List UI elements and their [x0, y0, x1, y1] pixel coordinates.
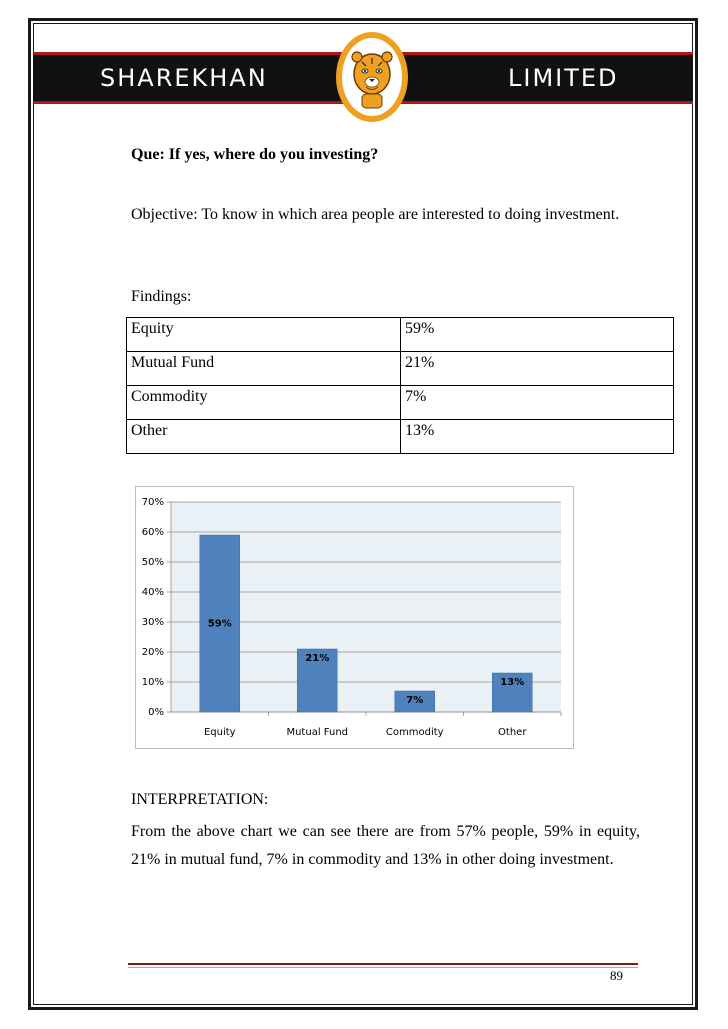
findings-table	[126, 317, 674, 454]
table-cell-percent: 59%	[401, 318, 674, 352]
objective-text: Objective: To know in which area people are interested to doing investment.	[131, 206, 620, 223]
footer-rule	[128, 963, 638, 965]
page-number: 89	[610, 968, 623, 983]
y-tick-label: 20%	[141, 647, 164, 658]
y-tick-label: 60%	[141, 527, 164, 538]
brand-name-right: LIMITED	[508, 64, 619, 92]
data-label: 13%	[500, 677, 525, 688]
table-row	[127, 420, 674, 454]
brand-name-left: SHAREKHAN	[100, 64, 268, 92]
table-cell-area: Equity	[127, 318, 401, 352]
table-row	[127, 352, 674, 386]
table-cell-area: Commodity	[127, 386, 401, 420]
investment-bar-chart	[135, 486, 574, 749]
table-cell-area: Mutual Fund	[127, 352, 401, 386]
chart-canvas	[136, 487, 573, 748]
interpretation-title: INTERPRETATION:	[131, 791, 269, 808]
x-tick-label: Mutual Fund	[286, 727, 349, 738]
y-tick-label: 10%	[141, 677, 164, 688]
tiger-logo	[316, 28, 428, 128]
footer-rule-thin	[128, 967, 638, 968]
y-tick-label: 0%	[148, 707, 164, 718]
table-row	[127, 386, 674, 420]
y-tick-label: 30%	[141, 617, 164, 628]
y-tick-label: 40%	[141, 587, 164, 598]
y-tick-label: 50%	[141, 557, 164, 568]
table-cell-percent: 21%	[401, 352, 674, 386]
table-row	[127, 318, 674, 352]
data-label: 59%	[207, 618, 232, 630]
tiger-face-icon	[346, 44, 398, 110]
table-cell-percent: 7%	[401, 386, 674, 420]
question-text: Que: If yes, where do you investing?	[131, 146, 379, 163]
table-cell-area: Other	[127, 420, 401, 454]
findings-label: Findings:	[131, 288, 192, 305]
data-label: 21%	[305, 653, 330, 664]
interpretation-body: From the above chart we can see there are from 57% people, 59% in equity, 21% in mutual fund, 7% in commodity and 13% in other doing investment.	[131, 823, 640, 868]
y-tick-label: 70%	[141, 497, 164, 508]
x-tick-label: Other	[498, 727, 527, 738]
data-label: 7%	[406, 695, 424, 706]
x-tick-label: Equity	[203, 727, 236, 738]
table-cell-percent: 13%	[401, 420, 674, 454]
x-tick-label: Commodity	[385, 727, 444, 738]
